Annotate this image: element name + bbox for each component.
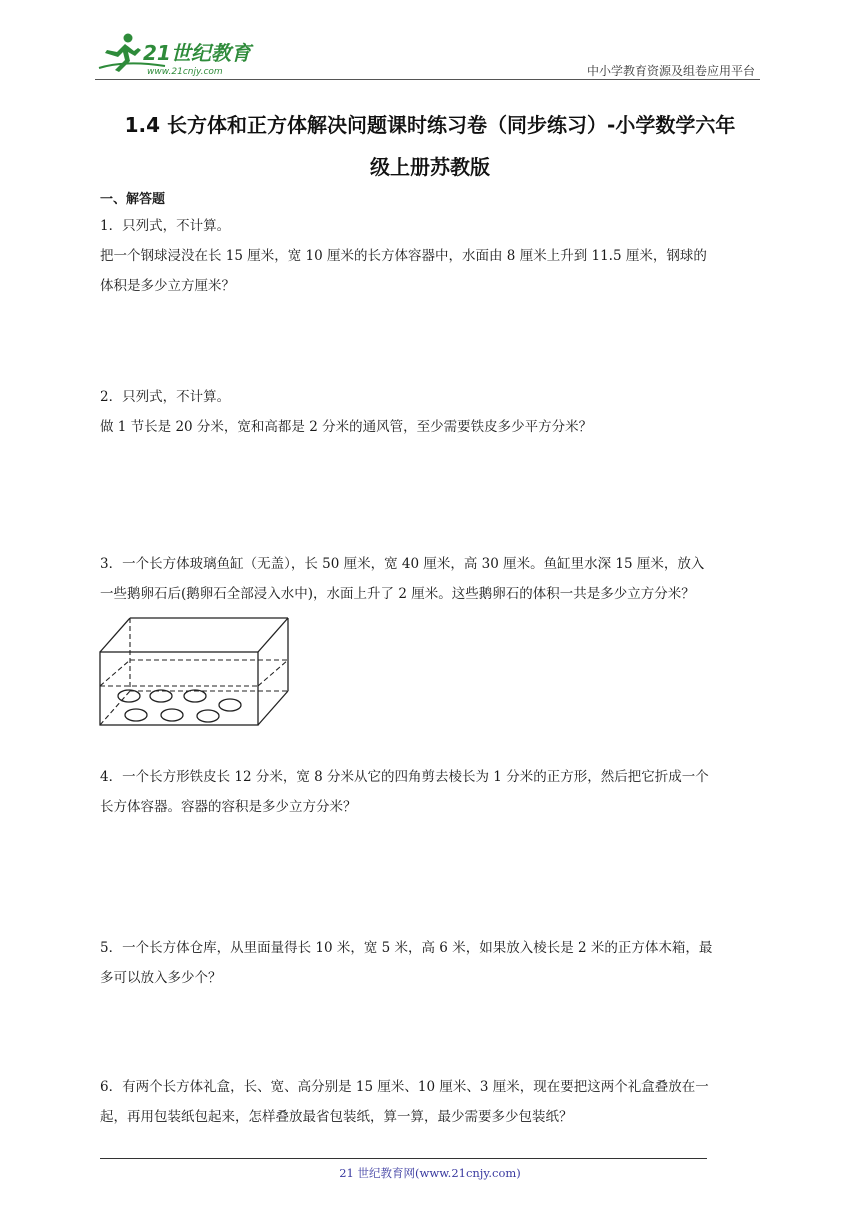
site-logo[interactable]: [95, 30, 265, 78]
logo-url: www.21cnjy.com: [147, 67, 223, 77]
title-line-2: 级上册苏教版: [370, 155, 490, 179]
title-line-1: 1.4 长方体和正方体解决问题课时练习卷（同步练习）-小学数学六年: [124, 113, 736, 137]
question-line: 长方体容器。容器的容积是多少立方分米？: [100, 799, 357, 815]
question-1: [100, 211, 762, 301]
page-header: [95, 30, 760, 80]
question-4: [100, 762, 762, 822]
section-heading: 一、解答题: [100, 192, 166, 207]
question-line: 2．只列式，不计算。: [100, 389, 231, 405]
pebbles: [118, 690, 241, 722]
question-line: 5．一个长方体仓库，从里面量得长 10 米，宽 5 米，高 6 米，如果放入棱长是 2 米的正方体木箱，最: [100, 940, 713, 956]
question-line: 起，再用包装纸包起来，怎样叠放最省包装纸，算一算，最少需要多少包装纸？: [100, 1109, 573, 1125]
question-line: 4．一个长方形铁皮长 12 分米，宽 8 分米从它的四角剪去棱长为 1 分米的正方形，然后把它折成一个: [100, 769, 709, 785]
platform-label: 中小学教育资源及组卷应用平台: [586, 64, 755, 78]
question-line: 多可以放入多少个？: [100, 970, 222, 986]
runner-logo-icon: [95, 30, 265, 78]
question-line: 体积是多少立方厘米？: [100, 278, 235, 294]
question-3: [100, 549, 762, 609]
question-2: [100, 382, 762, 442]
footer-divider: [100, 1158, 707, 1159]
question-line: 3．一个长方体玻璃鱼缸（无盖），长 50 厘米，宽 40 厘米，高 30 厘米。鱼缸里水深 15 厘米，放入: [100, 556, 705, 572]
question-5: [100, 933, 762, 993]
question-line: 把一个钢球浸没在长 15 厘米，宽 10 厘米的长方体容器中，水面由 8 厘米上升到 11.5 厘米，钢球的: [100, 248, 707, 264]
question-line: 做 1 节长是 20 分米，宽和高都是 2 分米的通风管，至少需要铁皮多少平方分米？: [100, 419, 593, 435]
header-divider: [95, 79, 760, 80]
question-line: 一些鹅卵石后(鹅卵石全部浸入水中)，水面上升了 2 厘米。这些鹅卵石的体积一共是多少立方分米？: [100, 586, 695, 602]
logo-text: 21世纪教育: [143, 41, 251, 65]
fish-tank-figure: [98, 614, 290, 728]
fish-tank-diagram: [98, 614, 290, 728]
question-line: 6．有两个长方体礼盒，长、宽、高分别是 15 厘米、10 厘米、3 厘米，现在要把这两个礼盒叠放在一: [100, 1079, 709, 1095]
question-line: 1．只列式，不计算。: [100, 218, 231, 234]
footer-link[interactable]: 21 世纪教育网(www.21cnjy.com): [339, 1166, 521, 1180]
page-title: [95, 104, 765, 188]
question-6: [100, 1072, 762, 1132]
